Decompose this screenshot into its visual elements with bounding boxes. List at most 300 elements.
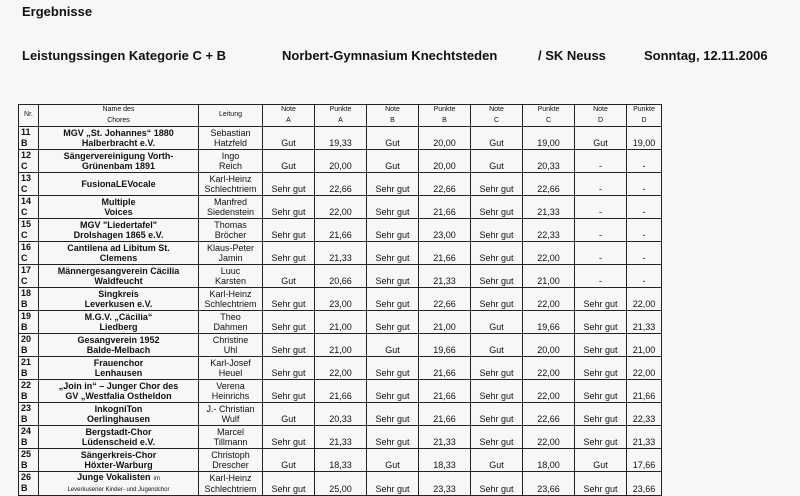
- column-header: [419, 105, 471, 127]
- nr-line: 22: [21, 380, 32, 390]
- cell-choir: [39, 288, 199, 311]
- conductor-line: Hatzfeld: [213, 138, 248, 148]
- nr-line: C: [21, 275, 28, 286]
- cell-punkte-b: 23,00: [419, 219, 471, 242]
- column-header: [39, 105, 199, 127]
- results-table: [18, 104, 662, 496]
- cell-punkte-d: 21,33: [627, 426, 662, 449]
- choir-name-line: „Join in“ – Junger Chor des: [58, 380, 179, 391]
- cell-punkte-c: 21,00: [523, 265, 575, 288]
- conductor-line: Tillmann: [213, 437, 248, 447]
- cell-choir: [39, 449, 199, 472]
- cell-punkte-b: 22,66: [419, 173, 471, 196]
- cell-punkte-d: -: [627, 219, 662, 242]
- conductor-line: Sebastian: [210, 127, 251, 138]
- choir-name-line: Singkreis: [98, 288, 139, 299]
- cell-note-d: Sehr gut: [575, 380, 627, 403]
- choir-name-line: Halberbracht e.V.: [81, 138, 156, 148]
- choir-name-line: Sängervereinigung Vorth-: [63, 150, 174, 161]
- cell-choir: [39, 334, 199, 357]
- cell-conductor: [199, 403, 263, 426]
- cell-punkte-a: 23,00: [315, 288, 367, 311]
- conductor-line: Luuc: [220, 265, 241, 276]
- nr-line: B: [21, 321, 28, 332]
- column-header-line: D: [641, 116, 647, 124]
- cell-punkte-c: 20,33: [523, 150, 575, 173]
- cell-punkte-c: 22,00: [523, 426, 575, 449]
- nr-line: B: [21, 413, 28, 424]
- cell-note-a: Sehr gut: [263, 196, 315, 219]
- cell-note-d: Sehr gut: [575, 288, 627, 311]
- cell-punkte-c: 22,66: [523, 403, 575, 426]
- cell-punkte-c: 23,66: [523, 472, 575, 496]
- conductor-line: Siedenstein: [206, 207, 255, 217]
- conductor-line: Uhl: [223, 345, 238, 355]
- cell-choir: [39, 242, 199, 265]
- column-header-line: D: [597, 116, 604, 124]
- cell-punkte-b: 22,66: [419, 288, 471, 311]
- nr-line: B: [21, 344, 28, 355]
- table-row: [19, 150, 662, 173]
- cell-note-d: Sehr gut: [575, 311, 627, 334]
- column-header-line: Punkte: [329, 106, 352, 113]
- cell-note-b: Sehr gut: [367, 219, 419, 242]
- cell-punkte-a: 22,00: [315, 196, 367, 219]
- choir-name-line: Leverkusen e.V.: [84, 299, 153, 309]
- conductor-line: Karl-Heinz: [209, 473, 252, 483]
- cell-punkte-d: 23,66: [627, 472, 662, 496]
- choir-name-line: Bergstadt-Chor: [85, 426, 152, 437]
- cell-punkte-c: 22,00: [523, 288, 575, 311]
- cell-note-a: Gut: [263, 150, 315, 173]
- cell-note-c: Gut: [471, 127, 523, 150]
- cell-note-c: Sehr gut: [471, 265, 523, 288]
- cell-note-d: -: [575, 150, 627, 173]
- choir-name-line: InkogniTon: [94, 403, 143, 414]
- cell-note-c: Sehr gut: [471, 403, 523, 426]
- conductor-line: Schlechtriem: [204, 299, 257, 309]
- cell-note-a: Gut: [263, 127, 315, 150]
- cell-note-a: Sehr gut: [263, 242, 315, 265]
- cell-note-b: Gut: [367, 449, 419, 472]
- cell-punkte-a: 25,00: [315, 472, 367, 496]
- table-row: [19, 242, 662, 265]
- cell-note-d: Sehr gut: [575, 472, 627, 496]
- cell-conductor: [199, 196, 263, 219]
- nr-line: B: [21, 298, 28, 309]
- cell-punkte-a: 20,66: [315, 265, 367, 288]
- conductor-line: Dahmen: [213, 322, 248, 332]
- column-header-line: Punkte: [537, 106, 560, 113]
- conductor-line: J.- Christian: [206, 403, 255, 414]
- conductor-line: Heinrichs: [211, 391, 250, 401]
- cell-note-b: Sehr gut: [367, 357, 419, 380]
- nr-line: B: [21, 367, 28, 378]
- cell-conductor: [199, 311, 263, 334]
- table-row: [19, 219, 662, 242]
- cell-nr: [19, 173, 39, 196]
- cell-punkte-a: 21,66: [315, 219, 367, 242]
- column-header-line: Chores: [107, 116, 130, 124]
- choir-name-line: GV „Westfalia Ostheldon: [65, 391, 172, 401]
- cell-conductor: [199, 288, 263, 311]
- cell-punkte-b: 21,66: [419, 403, 471, 426]
- page-title: Ergebnisse: [22, 4, 93, 19]
- cell-punkte-d: 22,00: [627, 357, 662, 380]
- cell-note-b: Sehr gut: [367, 196, 419, 219]
- nr-line: 25: [21, 449, 32, 459]
- choir-name-line: Frauenchor: [93, 357, 144, 368]
- cell-note-a: Sehr gut: [263, 426, 315, 449]
- column-header-line: Nr.: [24, 111, 33, 119]
- cell-note-a: Gut: [263, 265, 315, 288]
- cell-choir: [39, 127, 199, 150]
- nr-line: 16: [21, 242, 32, 252]
- conductor-line: Schlechtriem: [204, 483, 257, 494]
- conductor-line: Bröcher: [214, 230, 247, 240]
- cell-punkte-b: 21,66: [419, 380, 471, 403]
- nr-line: C: [21, 206, 28, 217]
- nr-line: B: [21, 459, 28, 470]
- cell-note-a: Sehr gut: [263, 173, 315, 196]
- choir-name-suffix: im: [153, 476, 160, 482]
- table-row: [19, 472, 662, 496]
- cell-nr: [19, 403, 39, 426]
- column-header: [263, 105, 315, 127]
- table-row: [19, 449, 662, 472]
- cell-conductor: [199, 127, 263, 150]
- nr-line: 13: [21, 173, 32, 183]
- choir-name-line: M.G.V. „Cäcilia“: [84, 311, 153, 322]
- column-header-line: Note: [593, 106, 608, 113]
- cell-choir: [39, 196, 199, 219]
- cell-punkte-b: 23,33: [419, 472, 471, 496]
- nr-line: B: [21, 436, 28, 447]
- column-header-line: Note: [281, 106, 296, 113]
- cell-note-b: Sehr gut: [367, 472, 419, 496]
- table-row: [19, 334, 662, 357]
- choir-name-line: Gesangverein 1952: [77, 334, 160, 345]
- cell-note-a: Gut: [263, 403, 315, 426]
- cell-note-d: -: [575, 219, 627, 242]
- cell-conductor: [199, 150, 263, 173]
- conductor-line: Christoph: [211, 449, 250, 460]
- cell-nr: [19, 242, 39, 265]
- table-row: [19, 311, 662, 334]
- column-header: [19, 105, 39, 127]
- cell-note-d: Gut: [575, 449, 627, 472]
- cell-punkte-d: -: [627, 242, 662, 265]
- conductor-line: Christine: [212, 334, 249, 345]
- cell-choir: [39, 311, 199, 334]
- category-title: Leistungssingen Kategorie C + B: [22, 48, 227, 63]
- cell-conductor: [199, 265, 263, 288]
- cell-nr: [19, 426, 39, 449]
- cell-punkte-a: 20,00: [315, 150, 367, 173]
- cell-note-b: Sehr gut: [367, 173, 419, 196]
- cell-punkte-a: 21,33: [315, 426, 367, 449]
- conductor-line: Heuel: [218, 368, 243, 378]
- cell-punkte-d: -: [627, 265, 662, 288]
- cell-punkte-c: 22,00: [523, 357, 575, 380]
- choir-name-line: Lenhausen: [94, 368, 143, 378]
- column-header: [575, 105, 627, 127]
- choir-name-line: Voices: [104, 207, 133, 217]
- cell-note-c: Sehr gut: [471, 173, 523, 196]
- conductor-line: Ingo: [221, 150, 240, 161]
- nr-line: C: [21, 183, 28, 194]
- choir-name-line: Clemens: [99, 253, 138, 263]
- column-header: [471, 105, 523, 127]
- cell-note-a: Sehr gut: [263, 380, 315, 403]
- conductor-line: Thomas: [214, 219, 247, 230]
- cell-note-b: Sehr gut: [367, 311, 419, 334]
- cell-note-d: -: [575, 242, 627, 265]
- cell-punkte-a: 21,00: [315, 334, 367, 357]
- nr-line: 20: [21, 334, 32, 344]
- column-header-line: Leitung: [219, 111, 242, 119]
- cell-nr: [19, 127, 39, 150]
- cell-note-d: Sehr gut: [575, 403, 627, 426]
- cell-note-b: Sehr gut: [367, 380, 419, 403]
- cell-punkte-b: 21,00: [419, 311, 471, 334]
- cell-punkte-c: 21,33: [523, 196, 575, 219]
- cell-note-b: Sehr gut: [367, 265, 419, 288]
- cell-punkte-d: 19,00: [627, 127, 662, 150]
- cell-punkte-c: 22,00: [523, 242, 575, 265]
- cell-note-c: Gut: [471, 334, 523, 357]
- cell-punkte-b: 21,33: [419, 426, 471, 449]
- choir-name-line: Männergesangverein Cäcilia: [57, 265, 180, 276]
- table-row: [19, 403, 662, 426]
- cell-choir: [39, 403, 199, 426]
- column-header-line: C: [493, 116, 500, 124]
- nr-line: 12: [21, 150, 32, 160]
- cell-punkte-b: 21,33: [419, 265, 471, 288]
- conductor-line: Reich: [218, 161, 242, 171]
- conductor-line: Klaus-Peter: [206, 242, 255, 253]
- cell-punkte-b: 21,66: [419, 242, 471, 265]
- conductor-line: Karsten: [214, 276, 247, 286]
- column-header-line: Note: [489, 106, 504, 113]
- column-header-line: Name des: [102, 106, 135, 113]
- cell-conductor: [199, 242, 263, 265]
- cell-punkte-a: 20,33: [315, 403, 367, 426]
- cell-nr: [19, 150, 39, 173]
- cell-choir: [39, 472, 199, 496]
- cell-note-a: Sehr gut: [263, 288, 315, 311]
- cell-punkte-b: 18,33: [419, 449, 471, 472]
- column-header-line: A: [338, 116, 343, 124]
- table-row: [19, 265, 662, 288]
- cell-punkte-d: 17,66: [627, 449, 662, 472]
- conductor-line: Theo: [220, 311, 241, 322]
- cell-note-a: Sehr gut: [263, 357, 315, 380]
- cell-punkte-d: 21,33: [627, 311, 662, 334]
- conductor-line: Verena: [216, 380, 245, 391]
- cell-conductor: [199, 173, 263, 196]
- choir-name-line: [39, 472, 198, 485]
- choir-name-line: Cantilena ad Libitum St.: [67, 242, 170, 253]
- cell-punkte-c: 22,33: [523, 219, 575, 242]
- cell-conductor: [199, 219, 263, 242]
- cell-note-b: Sehr gut: [367, 426, 419, 449]
- nr-line: B: [21, 137, 28, 148]
- column-header: [627, 105, 662, 127]
- cell-choir: [39, 150, 199, 173]
- cell-punkte-a: 19,33: [315, 127, 367, 150]
- header: [0, 48, 800, 68]
- nr-line: C: [21, 252, 28, 263]
- cell-punkte-d: 22,33: [627, 403, 662, 426]
- conductor-line: Manfred: [213, 196, 248, 207]
- cell-choir: [39, 380, 199, 403]
- cell-nr: [19, 357, 39, 380]
- cell-note-a: Sehr gut: [263, 219, 315, 242]
- choir-name-line: Lüdenscheid e.V.: [81, 437, 156, 447]
- choir-name-line: Waldfeucht: [94, 276, 143, 286]
- cell-punkte-a: 22,00: [315, 357, 367, 380]
- choir-name-line: Höxter-Warburg: [84, 460, 153, 470]
- nr-line: 15: [21, 219, 32, 229]
- choir-name-line: Balde-Melbach: [86, 345, 151, 355]
- cell-punkte-c: 22,00: [523, 380, 575, 403]
- cell-punkte-c: 19,66: [523, 311, 575, 334]
- cell-punkte-a: 22,66: [315, 173, 367, 196]
- table-header-row: [19, 105, 662, 127]
- cell-punkte-b: 19,66: [419, 334, 471, 357]
- cell-note-c: Gut: [471, 150, 523, 173]
- column-header-line: C: [545, 116, 552, 124]
- nr-line: 21: [21, 357, 32, 367]
- cell-conductor: [199, 334, 263, 357]
- cell-note-a: Sehr gut: [263, 311, 315, 334]
- cell-punkte-d: 21,00: [627, 334, 662, 357]
- column-header-line: Note: [385, 106, 400, 113]
- cell-note-c: Gut: [471, 311, 523, 334]
- venue-title: Norbert-Gymnasium Knechtsteden: [282, 48, 498, 63]
- choir-name-line: Leverkusener Kinder- und Jugendchor: [67, 486, 170, 493]
- nr-line: C: [21, 160, 28, 171]
- nr-line: 14: [21, 196, 32, 206]
- cell-punkte-d: 21,66: [627, 380, 662, 403]
- choir-name-line: MGV "Liedertafel": [79, 219, 158, 230]
- table-row: [19, 196, 662, 219]
- nr-line: 11: [21, 127, 31, 137]
- choir-name-line: MGV „St. Johannes“ 1880: [63, 127, 174, 138]
- choir-name-line: Multiple: [101, 196, 136, 207]
- cell-punkte-c: 19,00: [523, 127, 575, 150]
- choir-name-text: Junge Vokalisten: [77, 472, 151, 482]
- conductor-line: Drescher: [212, 460, 249, 470]
- column-header-line: B: [442, 116, 447, 124]
- cell-nr: [19, 196, 39, 219]
- table-row: [19, 426, 662, 449]
- conductor-line: Karl-Heinz: [209, 173, 252, 184]
- nr-line: B: [21, 390, 28, 401]
- cell-punkte-b: 21,66: [419, 357, 471, 380]
- conductor-line: Schlechtriem: [204, 184, 257, 194]
- cell-note-b: Gut: [367, 127, 419, 150]
- org-title: / SK Neuss: [538, 48, 606, 63]
- column-header-line: B: [390, 116, 395, 124]
- cell-punkte-d: 22,00: [627, 288, 662, 311]
- cell-nr: [19, 334, 39, 357]
- cell-punkte-b: 21,66: [419, 196, 471, 219]
- table-row: [19, 380, 662, 403]
- conductor-line: Wulf: [221, 414, 240, 424]
- cell-choir: [39, 219, 199, 242]
- table-row: [19, 173, 662, 196]
- cell-note-b: Sehr gut: [367, 403, 419, 426]
- nr-line: C: [21, 229, 28, 240]
- cell-punkte-a: 21,66: [315, 380, 367, 403]
- cell-punkte-d: -: [627, 173, 662, 196]
- nr-line: 24: [21, 426, 32, 436]
- nr-line: 19: [21, 311, 32, 321]
- conductor-line: Karl-Josef: [210, 357, 251, 368]
- conductor-line: Jamin: [218, 253, 243, 263]
- cell-punkte-b: 20,00: [419, 127, 471, 150]
- column-header-line: A: [286, 116, 291, 124]
- cell-punkte-c: 22,66: [523, 173, 575, 196]
- cell-nr: [19, 219, 39, 242]
- cell-note-c: Sehr gut: [471, 288, 523, 311]
- cell-punkte-d: -: [627, 150, 662, 173]
- cell-nr: [19, 449, 39, 472]
- cell-conductor: [199, 449, 263, 472]
- cell-note-c: Sehr gut: [471, 472, 523, 496]
- nr-line: 26: [21, 472, 32, 482]
- cell-note-c: Sehr gut: [471, 196, 523, 219]
- cell-note-c: Gut: [471, 449, 523, 472]
- cell-nr: [19, 472, 39, 496]
- nr-line: 23: [21, 403, 32, 413]
- cell-note-d: Sehr gut: [575, 426, 627, 449]
- conductor-line: Marcel: [216, 426, 244, 437]
- column-header: [523, 105, 575, 127]
- cell-note-d: Sehr gut: [575, 357, 627, 380]
- cell-note-b: Sehr gut: [367, 288, 419, 311]
- table-body: [19, 127, 662, 496]
- nr-line: 18: [21, 288, 32, 298]
- cell-punkte-c: 20,00: [523, 334, 575, 357]
- cell-note-b: Sehr gut: [367, 242, 419, 265]
- choir-name-line: Liedberg: [99, 322, 138, 332]
- cell-choir: [39, 357, 199, 380]
- cell-choir: [39, 173, 199, 196]
- table-row: [19, 357, 662, 380]
- cell-punkte-c: 18,00: [523, 449, 575, 472]
- cell-note-d: Sehr gut: [575, 334, 627, 357]
- cell-punkte-a: 21,33: [315, 242, 367, 265]
- cell-note-d: -: [575, 173, 627, 196]
- date-title: Sonntag, 12.11.2006: [644, 48, 768, 63]
- table-row: [19, 288, 662, 311]
- cell-conductor: [199, 357, 263, 380]
- cell-nr: [19, 265, 39, 288]
- choir-name-line: Drolshagen 1865 e.V.: [73, 230, 164, 240]
- cell-note-b: Gut: [367, 150, 419, 173]
- cell-note-c: Sehr gut: [471, 219, 523, 242]
- cell-choir: [39, 265, 199, 288]
- cell-note-c: Sehr gut: [471, 380, 523, 403]
- cell-conductor: [199, 380, 263, 403]
- cell-note-d: Gut: [575, 127, 627, 150]
- nr-line: B: [21, 482, 28, 493]
- cell-note-c: Sehr gut: [471, 426, 523, 449]
- cell-punkte-a: 18,33: [315, 449, 367, 472]
